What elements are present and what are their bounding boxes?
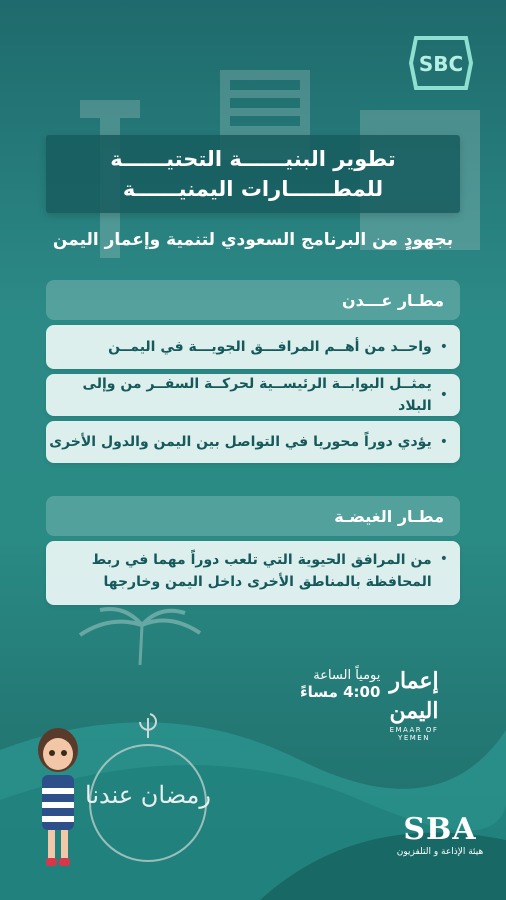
palm-tree-background <box>70 605 210 665</box>
sbc-logo-text: SBC <box>418 52 464 76</box>
broadcast-schedule <box>300 668 380 701</box>
list-item-text: يمثــل البوابــة الرئيســية لحركــة السفــر من وإلى البلاد <box>82 376 432 414</box>
ramadan-calligraphy: رمضان عندنا <box>85 781 211 809</box>
girl-character-illustration <box>22 720 94 870</box>
list-item-text: يؤدي دوراً محوريا في التواصل بين اليمن والدول الأخرى <box>49 434 432 450</box>
section-heading-text: مطـار الغيضـة <box>334 506 444 526</box>
sba-logo <box>390 812 490 857</box>
list-item-text: من المرافق الحيوية التي تلعب دوراً مهما في ربط المحافظة بالمناطق الأخرى داخل اليمن وخارجها <box>91 552 432 590</box>
schedule-daily-label: يومياً الساعة <box>313 668 381 683</box>
section-heading-ghaydah <box>46 496 460 536</box>
list-item <box>46 374 460 416</box>
emaar-of-yemen-logo <box>374 666 454 742</box>
emaar-logo-english: EMAAR OF YEMEN <box>389 726 439 742</box>
subtitle: بجهودٍ من البرنامج السعودي لتنمية وإعمار اليمن <box>52 230 454 250</box>
emaar-logo-arabic: إعمار اليمن <box>389 668 439 724</box>
title-line-2: للمطــــــارات اليمنيــــــة <box>122 177 384 201</box>
section-heading-text: مطـار عـــدن <box>342 290 444 310</box>
title-card <box>46 135 460 213</box>
bullet-icon: • <box>439 387 448 403</box>
sbc-logo <box>406 28 476 98</box>
bullet-icon: • <box>439 339 448 355</box>
ramadan-ornament <box>78 708 218 878</box>
list-item <box>46 421 460 463</box>
section-heading-aden <box>46 280 460 320</box>
sba-logo-subtitle: هيئة الإذاعة و التلفزيون <box>396 847 484 857</box>
schedule-time: 4:00 مساءً <box>300 683 381 701</box>
list-item <box>46 541 460 605</box>
bullet-icon: • <box>439 551 448 567</box>
list-item <box>46 325 460 369</box>
title-line-1: تطوير البنيــــــة التحتيــــــة <box>110 147 396 171</box>
list-item-text: واحــد من أهــم المرافـــق الجويـــة في اليمــن <box>108 339 432 355</box>
bullet-icon: • <box>439 434 448 450</box>
sba-logo-name: SBA <box>403 812 477 847</box>
